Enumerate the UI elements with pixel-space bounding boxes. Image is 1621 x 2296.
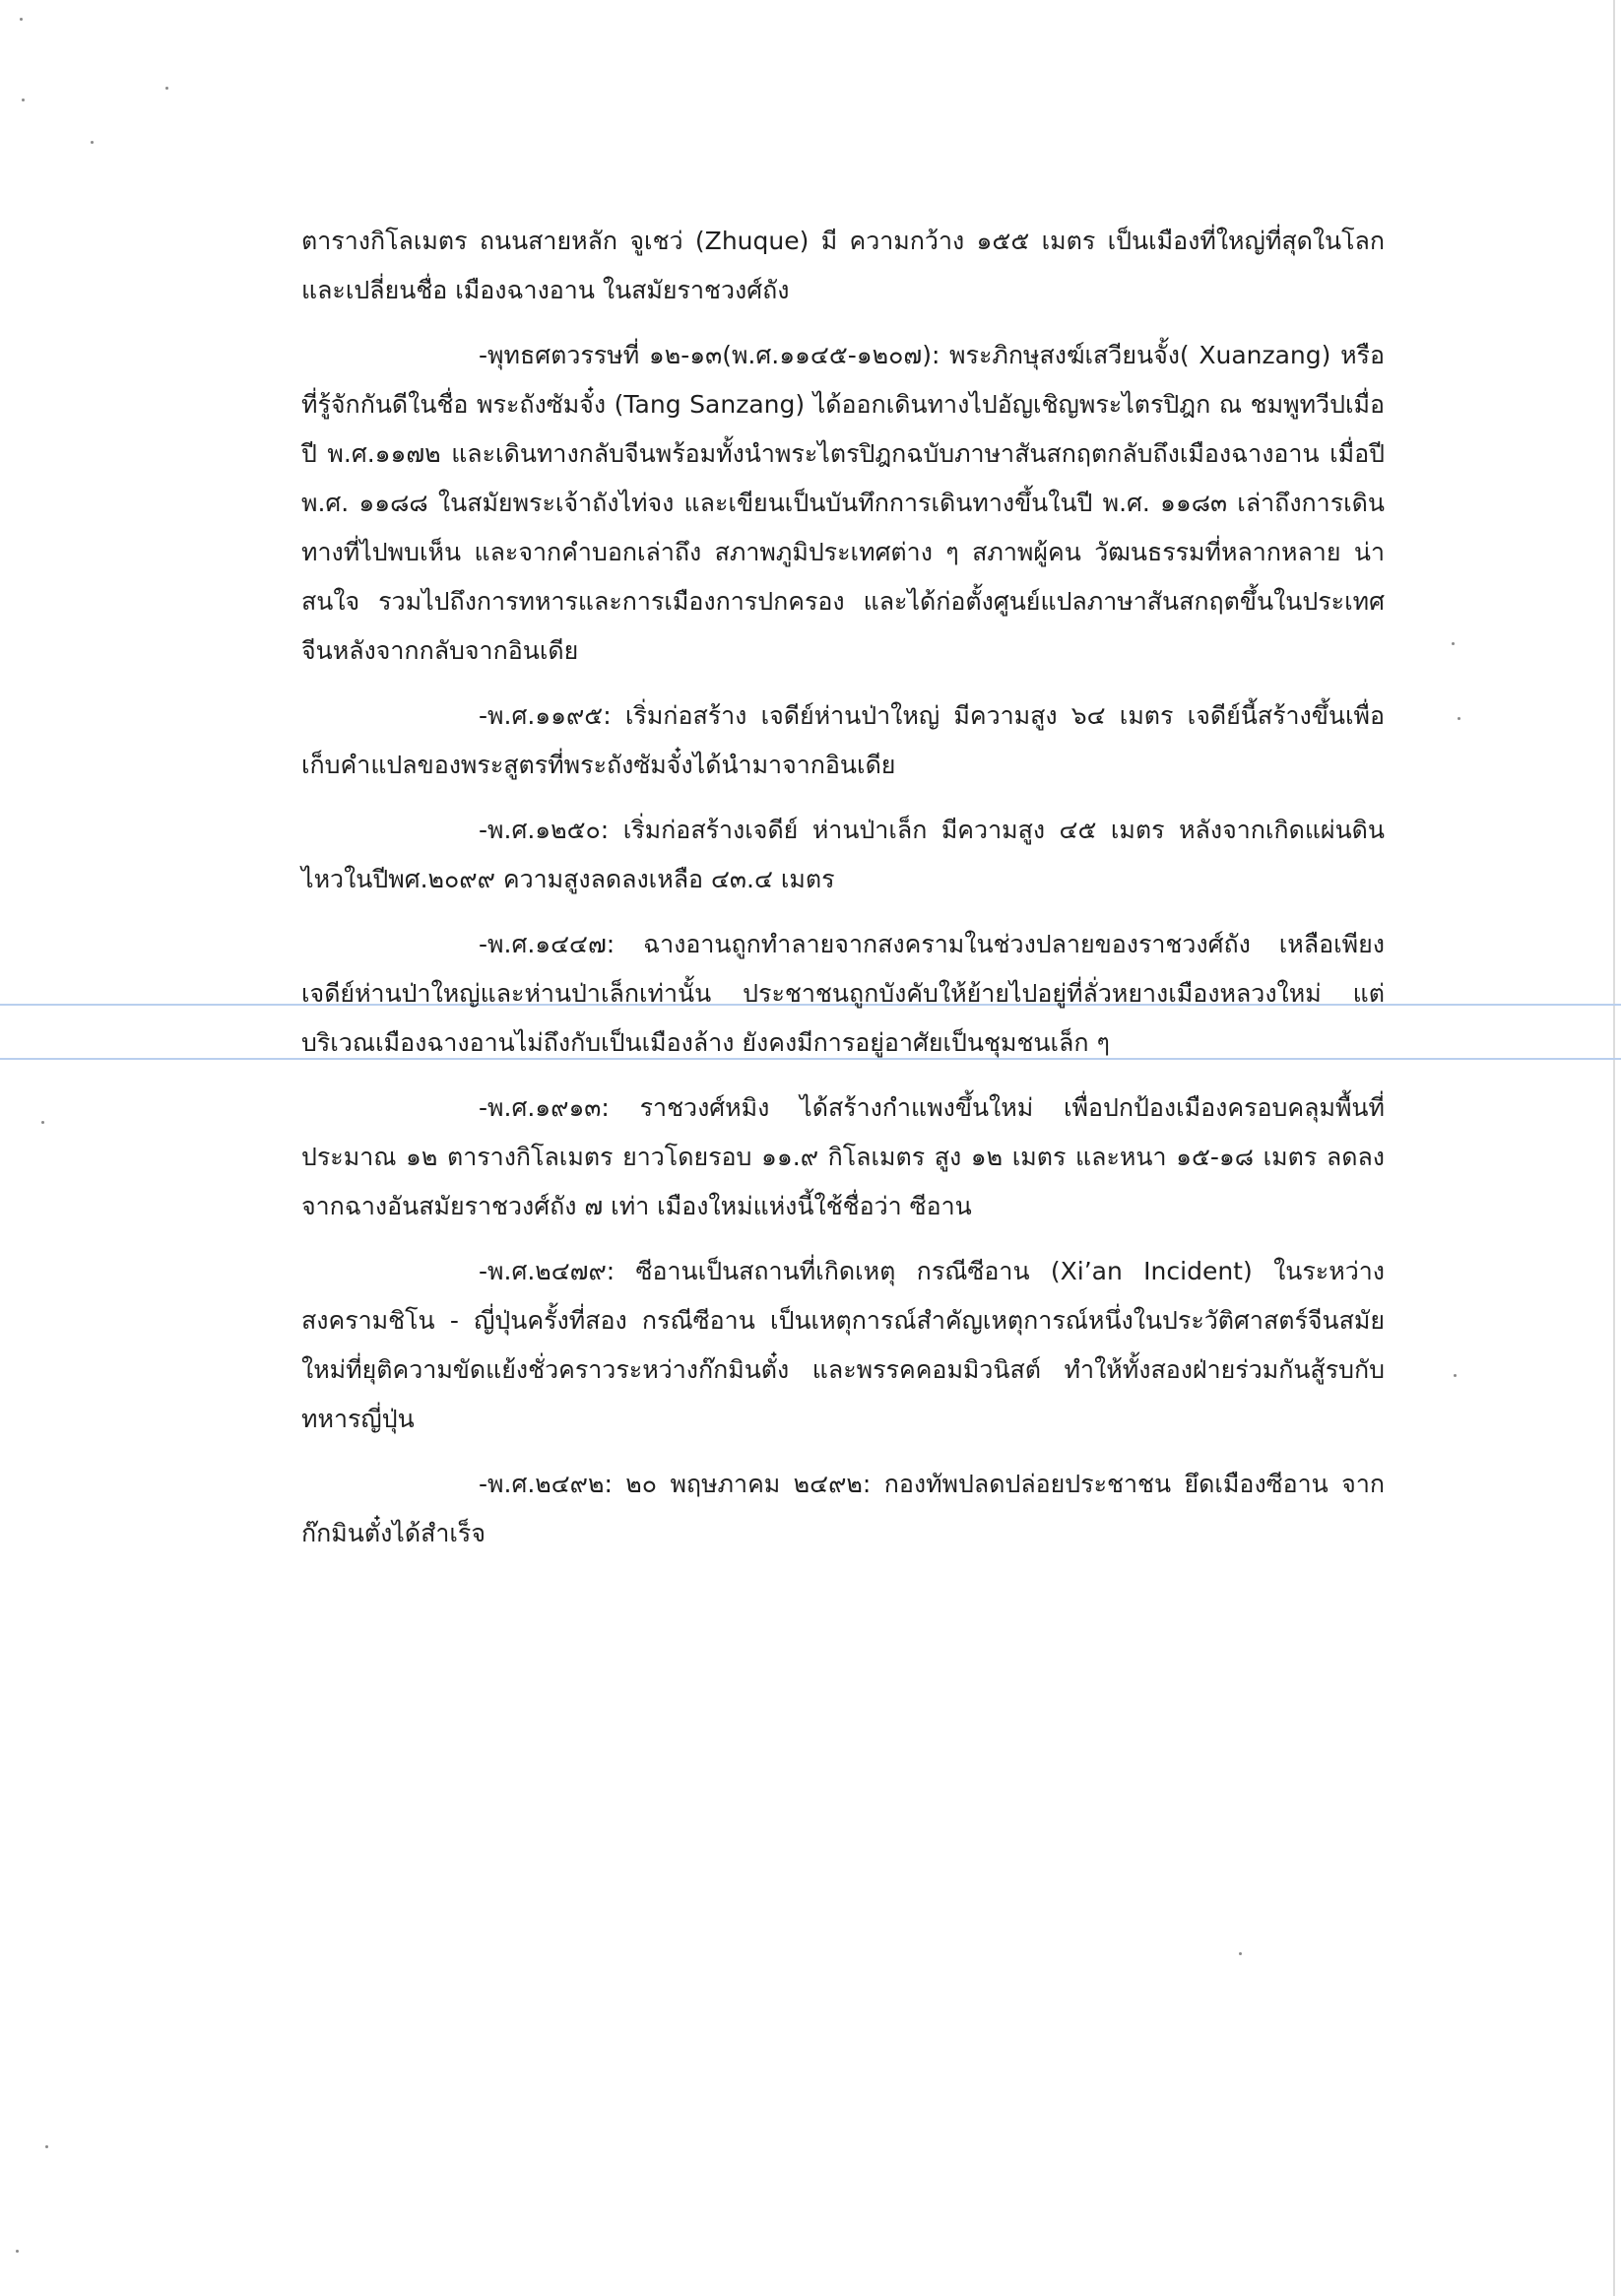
- scan-speck: [1454, 1374, 1457, 1377]
- scan-speck: [20, 18, 23, 21]
- paragraph-xuanzang: -พุทธศตวรรษที่ ๑๒-๑๓(พ.ศ.๑๑๔๕-๑๒๐๗): พระภิกษุสงฆ์เสวียนจั้ง( Xuanzang) หรือที่รู้จักกันดีในชื่อ พระถังซัมจั๋ง (Tang Sanzang) ได้ออกเดินทางไปอัญเชิญพระไตรปิฎก ณ ชมพูทวีปเมื่อปี พ.ศ.๑๑๗๒ และเดินทางกลับจีนพร้อมทั้งนำพระไตรปิฎกฉบับภาษาสันสกฤตกลับถึงเมืองฉางอาน เมื่อปี พ.ศ. ๑๑๘๘ ในสมัยพระเจ้าถังไท่จง และเขียนเป็นบันทึกการเดินทางขึ้นในปี พ.ศ. ๑๑๘๓ เล่าถึงการเดินทางที่ไปพบเห็น และจากคำบอกเล่าถึง สภาพภูมิประเทศต่าง ๆ สภาพผู้คน วัฒนธรรมที่หลากหลาย น่าสนใจ รวมไปถึงการทหารและการเมืองการปกครอง และได้ก่อตั้งศูนย์แปลภาษาสันสกฤตขึ้นในประเทศจีนหลังจากกลับจากอินเดีย: [301, 341, 1385, 665]
- paragraph-ming-wall: -พ.ศ.๑๙๑๓: ราชวงศ์หมิง ได้สร้างกำแพงขึ้นใหม่ เพื่อปกป้องเมืองครอบคลุมพื้นที่ประมาณ ๑๒ ตารางกิโลเมตร ยาวโดยรอบ ๑๑.๙ กิโลเมตร สูง ๑๒ เมตร และหนา ๑๕-๑๘ เมตร ลดลงจากฉางอันสมัยราชวงศ์ถัง ๗ เท่า เมืองใหม่แห่งนี้ใช้ชื่อว่า ซีอาน: [301, 1093, 1385, 1220]
- paragraph-intro: ตารางกิโลเมตร ถนนสายหลัก จูเชว่ (Zhuque) มี ความกว้าง ๑๕๕ เมตร เป็นเมืองที่ใหญ่ที่สุดในโลก และเปลี่ยนชื่อ เมืองฉางอาน ในสมัยราชวงศ์ถัง: [301, 227, 1385, 304]
- scan-speck: [16, 2250, 19, 2253]
- scan-speck: [1458, 717, 1460, 720]
- paragraph-xian-incident: -พ.ศ.๒๔๗๙: ซีอานเป็นสถานที่เกิดเหตุ กรณีซีอาน (Xi’an Incident) ในระหว่างสงครามชิโน - ญี่ปุ่นครั้งที่สอง กรณีซีอาน เป็นเหตุการณ์สำคัญเหตุการณ์หนึ่งในประวัติศาสตร์จีนสมัยใหม่ที่ยุติความขัดแย้งชั่วคราวระหว่างก๊กมินตั๋ง และพรรคคอมมิวนิสต์ ทำให้ทั้งสองฝ่ายร่วมกันสู้รบกับทหารญี่ปุ่น: [301, 1257, 1385, 1433]
- scan-speck: [45, 2145, 48, 2148]
- scan-speck: [1452, 642, 1455, 645]
- document-body: [301, 217, 1385, 1574]
- paragraph-small-goose-pagoda: -พ.ศ.๑๒๕๐: เริ่มก่อสร้างเจดีย์ ห่านป่าเล็ก มีความสูง ๔๕ เมตร หลังจากเกิดแผ่นดินไหวในปีพศ.๒๐๙๙ ความสูงลดลงเหลือ ๔๓.๔ เมตร: [301, 816, 1385, 893]
- paragraph-liberation: -พ.ศ.๒๔๙๒: ๒๐ พฤษภาคม ๒๔๙๒: กองทัพปลดปล่อยประชาชน ยึดเมืองซีอาน จาก ก๊กมินตั๋งได้สำเร็จ: [301, 1470, 1385, 1547]
- scan-speck: [22, 98, 25, 101]
- scan-speck: [1239, 1952, 1242, 1955]
- scan-speck: [91, 141, 94, 144]
- scan-speck: [165, 87, 168, 90]
- paragraph-big-goose-pagoda: -พ.ศ.๑๑๙๕: เริ่มก่อสร้าง เจดีย์ห่านป่าใหญ่ มีความสูง ๖๔ เมตร เจดีย์นี้สร้างขึ้นเพื่อเก็บคำแปลของพระสูตรที่พระถังซัมจั๋งได้นำมาจากอินเดีย: [301, 701, 1385, 779]
- page-edge-shadow: [1613, 0, 1615, 2296]
- scan-speck: [41, 1121, 44, 1124]
- paragraph-tang-destruction: -พ.ศ.๑๔๔๗: ฉางอานถูกทำลายจากสงครามในช่วงปลายของราชวงศ์ถัง เหลือเพียงเจดีย์ห่านป่าใหญ่และห่านป่าเล็กเท่านั้น ประชาชนถูกบังคับให้ย้ายไปอยู่ที่ลั่วหยางเมืองหลวงใหม่ แต่บริเวณเมืองฉางอานไม่ถึงกับเป็นเมืองล้าง ยังคงมีการอยู่อาศัยเป็นชุมชนเล็ก ๆ: [301, 930, 1385, 1057]
